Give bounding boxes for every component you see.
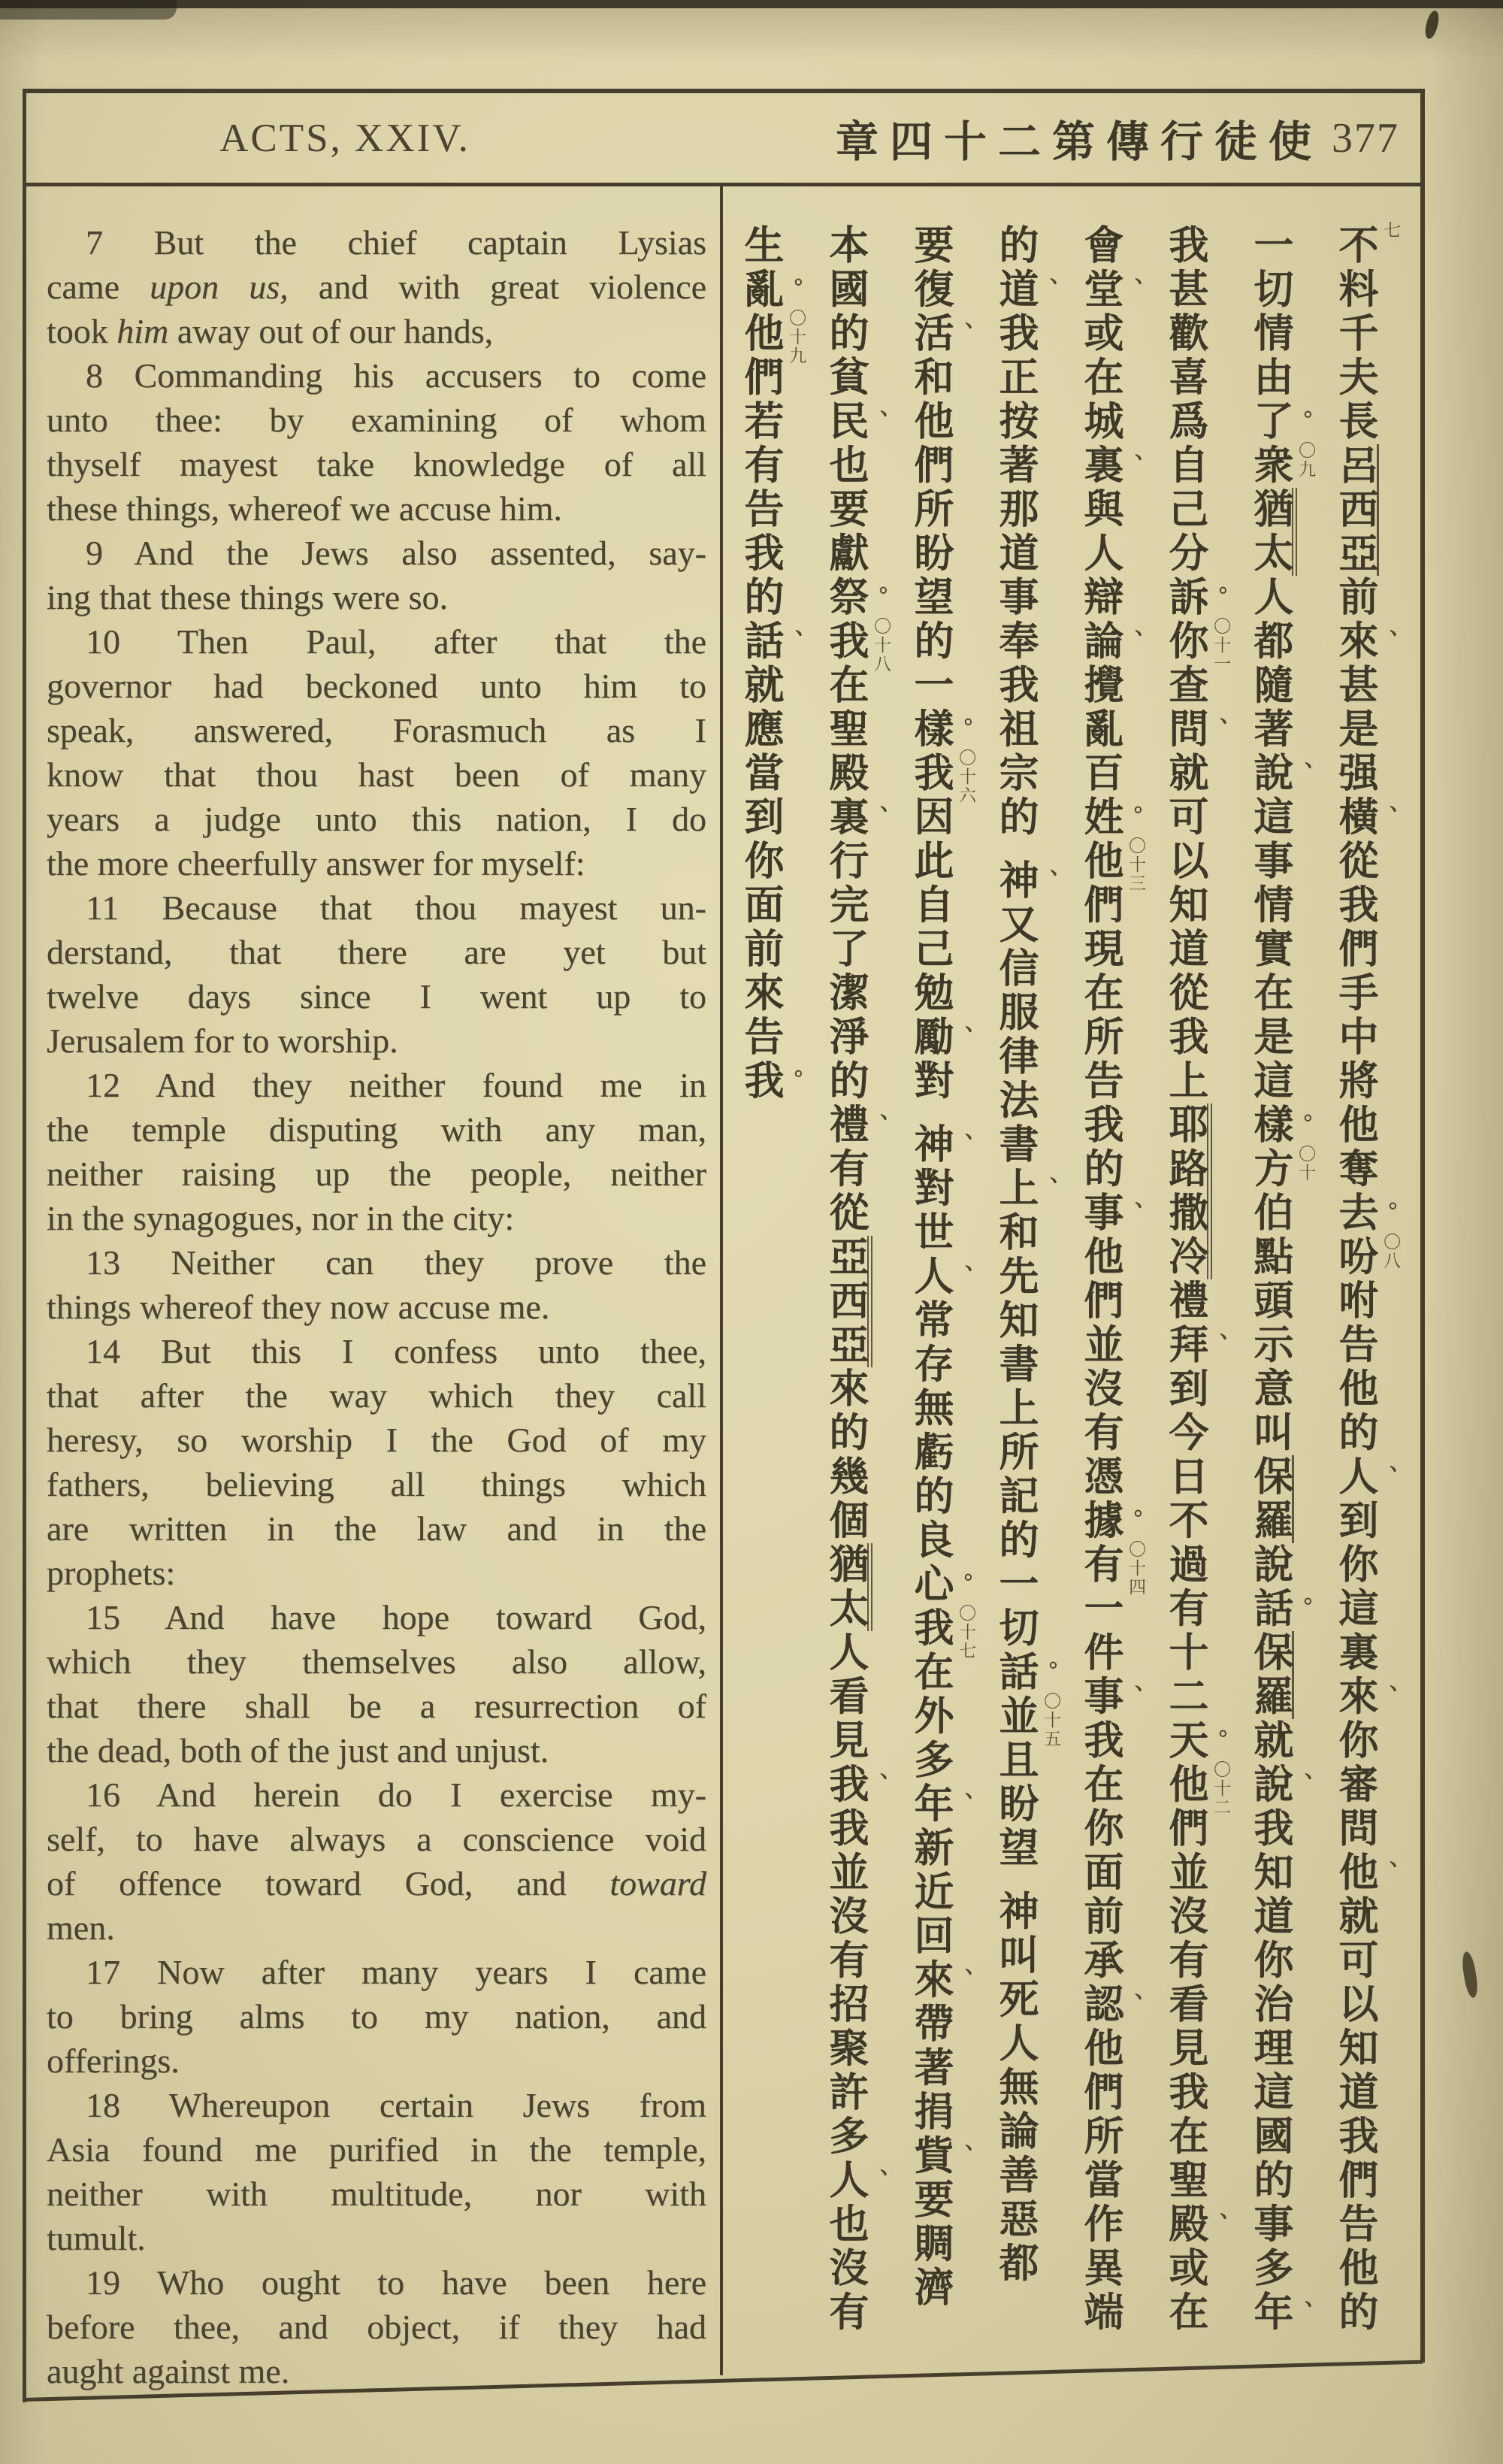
- verse-line: things whereof they now accuse me.: [47, 1288, 550, 1326]
- verse-line: 11 Because that thou mayest un-: [86, 888, 706, 927]
- running-title-chinese: 章四十二第傳行徒使: [836, 118, 1323, 166]
- chinese-column: 我甚歡喜爲自己分訴 。 〇十一 你查問 、 就可以知道從我上耶路撒冷禮拜 、 到今日不過有十二天 。 〇十二 他們並沒有看見我在聖殿 、 或在: [1163, 224, 1231, 2335]
- chinese-column: 七 不料千夫長呂西亞前來 、 甚是强橫 、 從我們手中將他奪去 。 〇八 吩咐告他的人 、 到你這裏來 、 你審問他 、 就可以知道我們告他的: [1333, 221, 1401, 2335]
- verse-line: 14 But this I confess unto thee,: [86, 1332, 706, 1370]
- proper-name: 猶太: [1248, 488, 1297, 576]
- verse-line: before thee, and object, if they had: [47, 2308, 706, 2346]
- verse-line: 13 Neither can they prove the: [86, 1243, 706, 1282]
- running-title-english-cell: [23, 93, 724, 183]
- verse-line: offerings.: [47, 2042, 180, 2080]
- verse-line: came upon us, and with great violence: [47, 268, 707, 306]
- verse-line: 8 Commanding his accusers to come: [86, 356, 706, 395]
- verse-line: neither raising up the people, neither: [47, 1155, 706, 1193]
- verse-line: 16 And herein do I exercise my-: [86, 1775, 706, 1814]
- chinese-text-columns: [723, 183, 1420, 2378]
- chinese-column: 一切情由了 。 〇九 衆猶太人都隨著說 、 這事情實在是這樣 。 〇十 方伯點頭示意叫保羅說話 。 保羅就說 、 我知道你治理這國的事多年 、: [1248, 224, 1316, 2335]
- verse-line: prophets:: [47, 1554, 176, 1592]
- english-text-column: [47, 220, 706, 2393]
- verse-line: thyself mayest take knowledge of all: [47, 445, 706, 483]
- verse-line: 18 Whereupon certain Jews from: [86, 2086, 706, 2124]
- verse-line: Asia found me purified in the temple,: [47, 2130, 706, 2169]
- honorific-space: [1015, 1871, 1016, 1890]
- ink-smudge: [1460, 1951, 1480, 1999]
- verse-line: 9 And the Jews also assented, say-: [86, 534, 706, 572]
- chinese-column: 會堂 、 或在城裏 、 與人辯論 、 攪亂百姓 。 〇十三 他們現在所告我的事 、 他們並沒有憑據 。 〇十四 有一件事 、 我在你面前承認 、 他們所當作異端: [1078, 224, 1146, 2335]
- verse-line: heresy, so worship I the God of my: [47, 1421, 706, 1459]
- verse-line: 17 Now after many years I came: [86, 1953, 706, 1991]
- chinese-column: 的道 、 我正按著那道事奉我祖宗的神 、 又信服律法書上 、 和先知書上所記的一切話 。 〇十五 並且盼望神叫死人無論善惡都: [993, 224, 1061, 2286]
- verse-line: 15 And have hope toward God,: [86, 1598, 706, 1636]
- scan-edge-artifact: [0, 0, 177, 20]
- verse-line: fathers, believing all things which: [47, 1465, 706, 1503]
- page-border-left: [23, 89, 26, 2402]
- chinese-column: 本國的貧民 、 也要獻祭 。 〇十八 我在聖殿裏 、 行完了潔淨的禮 、 有從亞西亞來的幾個猶太人看見我 、 我並沒有招聚許多人 、 也沒有: [824, 224, 891, 2335]
- running-title-english: ACTS, XXIV.: [219, 116, 470, 160]
- verse-line: governor had beckoned unto him to: [47, 667, 706, 705]
- honorific-space: [930, 1103, 931, 1123]
- verse-line: ing that these things were so.: [47, 578, 449, 616]
- verse-line: in the synagogues, nor in the city:: [47, 1199, 515, 1237]
- verse-line: tumult.: [47, 2219, 146, 2257]
- scan-edge-artifact: [0, 0, 1503, 8]
- verse-line: that after the way which they call: [47, 1376, 706, 1415]
- page-border-right: [1420, 89, 1425, 2363]
- verse-line: men.: [47, 1909, 115, 1947]
- proper-name: 耶路撒冷: [1163, 1103, 1212, 1279]
- verse-line: are written in the law and in the: [47, 1509, 706, 1548]
- page-header: [23, 93, 1425, 183]
- verse-line: years a judge unto this nation, I do: [47, 800, 706, 838]
- verse-line: took him away out of our hands,: [47, 312, 494, 350]
- verse-line: know that thou hast been of many: [47, 755, 706, 794]
- ink-smudge: [1423, 10, 1441, 41]
- verse-line: unto thee: by examining of whom: [47, 401, 706, 439]
- verse-line: 19 Who ought to have been here: [86, 2263, 706, 2302]
- verse-line: 12 And they neither found me in: [86, 1066, 706, 1104]
- honorific-space: [1015, 840, 1016, 859]
- proper-name: 呂西亞: [1333, 444, 1379, 577]
- proper-name: 猶太: [824, 1543, 872, 1631]
- verse-line: Jerusalem for to worship.: [47, 1022, 398, 1060]
- running-title-chinese-cell: [724, 93, 1425, 183]
- verse-line: the temple disputing with any man,: [47, 1110, 706, 1149]
- verse-line: of offence toward God, and toward: [47, 1864, 706, 1902]
- proper-name: 亞西亞: [824, 1236, 872, 1368]
- verse-line: self, to have always a conscience void: [47, 1820, 706, 1858]
- verse-line: derstand, that there are yet but: [47, 933, 706, 971]
- proper-name: 保羅: [1248, 1455, 1294, 1543]
- verse-line: twelve days since I went up to: [47, 977, 706, 1016]
- proper-name: 保羅: [1248, 1631, 1294, 1719]
- page-number: 377: [1332, 114, 1399, 162]
- verse-line: to bring alms to my nation, and: [47, 1997, 706, 2036]
- verse-line: these things, whereof we accuse him.: [47, 489, 562, 528]
- verse-line: the dead, both of the just and unjust.: [47, 1731, 549, 1769]
- verse-line: 7 But the chief captain Lysias: [86, 223, 706, 262]
- verse-line: 10 Then Paul, after that the: [86, 622, 706, 661]
- verse-line: aught against me.: [47, 2352, 290, 2390]
- chinese-column: 要復活 、 和他們所盼望的一樣 。 〇十六 我因此自己勉勵 、 對神 、 對世人 、 常存無虧的良心 。 〇十七 我在外多年 、 新近回來 、 帶著捐貲 、 要賙濟: [909, 224, 976, 2311]
- chinese-column: 生亂 。 〇十九 他們若有告我的話 、 就應當到你面前來告我 。: [739, 224, 806, 1103]
- verse-line: that there shall be a resurrection of: [47, 1687, 706, 1725]
- verse-line: speak, answered, Forasmuch as I: [47, 711, 706, 749]
- verse-line: neither with multitude, nor with: [47, 2175, 706, 2213]
- verse-line: the more cheerfully answer for myself:: [47, 844, 585, 882]
- verse-line: which they themselves also allow,: [47, 1642, 706, 1681]
